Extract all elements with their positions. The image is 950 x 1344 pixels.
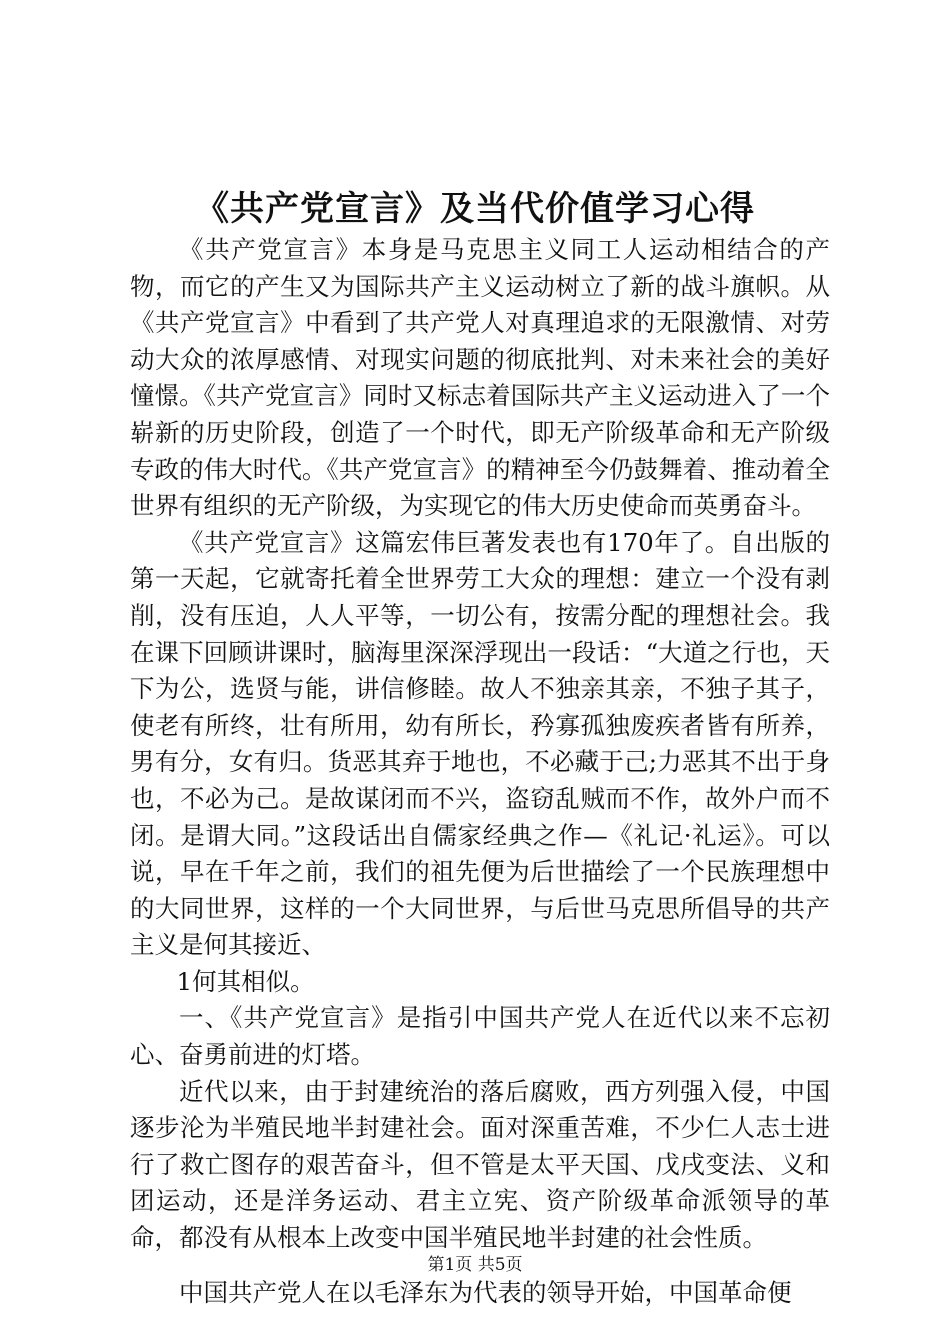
section-heading-1: 一、《共产党宣言》是指引中国共产党人在近代以来不忘初心、奋勇前进的灯塔。	[130, 1003, 830, 1070]
document-body	[130, 232, 830, 1311]
paragraph-4: 近代以来，由于封建统治的落后腐败，西方列强入侵，中国逐步沦为半殖民地半封建社会。面对深重苦难，不少仁人志士进行了救亡图存的艰苦奋斗，但不管是太平天国、戊戌变法、义和团运动，还是洋务运动、君主立宪、资产阶级革命派领导的革命，都没有从根本上改变中国半殖民地半封建的社会性质。	[130, 1076, 830, 1253]
paragraph-3: 1何其相似。	[176, 966, 315, 996]
page-footer: 第1页 共5页	[427, 1255, 523, 1275]
paragraph-1: 《共产党宣言》本身是马克思主义同工人运动相结合的产物，而它的产生又为国际共产主义运动树立了新的战斗旗帜。从《共产党宣言》中看到了共产党人对真理追求的无限激情、对劳动大众的浓厚感情、对现实问题的彻底批判、对未来社会的美好憧憬。《共产党宣言》同时又标志着国际共产主义运动进入了一个崭新的历史阶段，创造了一个时代，即无产阶级革命和无产阶级专政的伟大时代。《共产党宣言》的精神至今仍鼓舞着、推动着全世界有组织的无产阶级，为实现它的伟大历史使命而英勇奋斗。	[130, 235, 830, 521]
document-title: 《共产党宣言》及当代价值学习心得	[195, 189, 755, 229]
paragraph-5: 中国共产党人在以毛泽东为代表的领导开始，中国革命便	[179, 1277, 792, 1307]
paragraph-2: 《共产党宣言》这篇宏伟巨著发表也有170年了。自出版的第一天起，它就寄托着全世界劳工大众的理想：建立一个没有剥削，没有压迫，人人平等，一切公有，按需分配的理想社会。我在课下回顾讲课时，脑海里深深浮现出一段话：“大道之行也，天下为公，选贤与能，讲信修睦。故人不独亲其亲，不独子其子，使老有所终，壮有所用，幼有所长，矜寡孤独废疾者皆有所养，男有分，女有归。货恶其弃于地也，不必藏于己;力恶其不出于身也，不必为己。是故谋闭而不兴，盗窃乱贼而不作，故外户而不闭。是谓大同。”这段话出自儒家经典之作—《礼记·礼运》。可以说，早在千年之前，我们的祖先便为后世描绘了一个民族理想中的大同世界，这样的一个大同世界，与后世马克思所倡导的共产主义是何其接近、	[130, 527, 830, 960]
